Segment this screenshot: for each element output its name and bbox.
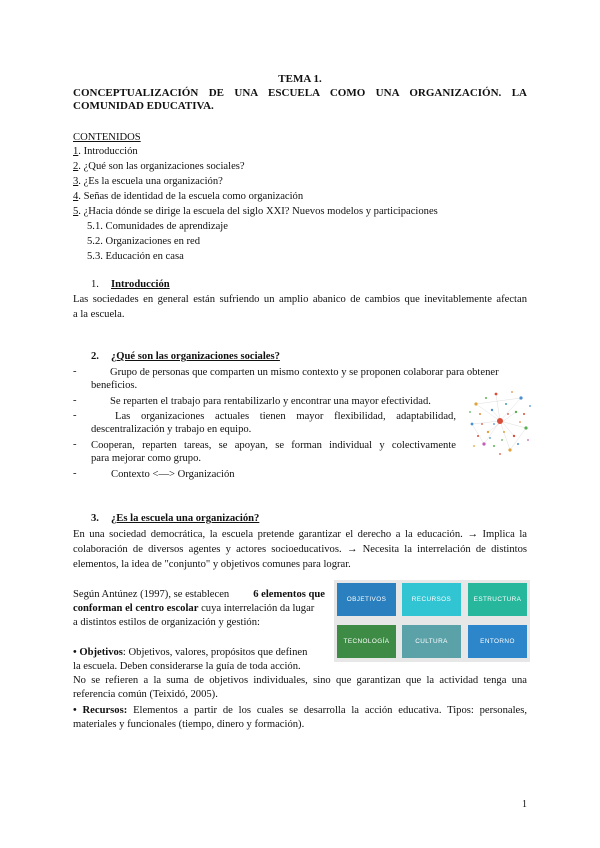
title-line-1: CONCEPTUALIZACIÓN DE UNA ESCUELA COMO UNA ORGANIZACIÓN. LA [73, 87, 527, 99]
objetivos-line-4: referencia común (Teixidó, 2005). [73, 689, 218, 700]
elements-grid [334, 580, 530, 662]
grid-cell-entorno: ENTORNO [468, 625, 527, 658]
contents-item-2: 2. ¿Qué son las organizaciones sociales? [73, 161, 245, 172]
objetivos-line-2: la escuela. Deben considerarse la guía de toda acción. [73, 661, 301, 672]
section-3-paragraph-1-line-1: En una sociedad democrática, la escuela pretende garantizar el derecho a la educación. → Implica la [73, 529, 527, 540]
section-1-heading: 1. Introducción [91, 279, 170, 290]
bullet-dash: - [73, 439, 77, 450]
contents-item-5: 5. ¿Hacia dónde se dirige la escuela del siglo XXI? Nuevos modelos y participaciones [73, 206, 438, 217]
contents-item-1: 1. Introducción [73, 146, 138, 157]
section-3-paragraph-1-line-2: colaboración de diversos agentes y actores socioeducativos. → Necesita la interrelación de distintos [73, 544, 527, 555]
grid-cell-estructura: ESTRUCTURA [468, 583, 527, 616]
section-3-paragraph-1-line-3: elementos, la idea de "conjunto" y objetivos comunes para lograr. [73, 559, 351, 570]
section-1-paragraph-line-1: Las sociedades en general están sufriendo un amplio abanico de cambios que inevitablemente afectan [73, 294, 527, 305]
objetivos-line-1: • Objetivos: Objetivos, valores, propósitos que definen [73, 647, 308, 658]
objetivos-line-3: No se refieren a la suma de objetivos individuales, sino que garantizan que la actividad tenga una [73, 675, 527, 686]
bullet-1: Grupo de personas que comparten un mismo contexto y se proponen colaborar para obtener beneficios. [91, 367, 499, 391]
contents-item-3: 3. ¿Es la escuela una organización? [73, 176, 223, 187]
grid-cell-objetivos: OBJETIVOS [337, 583, 396, 616]
section-1-paragraph-line-2: a la escuela. [73, 309, 125, 320]
title-line-2: COMUNIDAD EDUCATIVA. [73, 100, 214, 112]
section-2-heading: 2. ¿Qué son las organizaciones sociales? [91, 351, 280, 362]
topic-number: TEMA 1. [278, 73, 322, 85]
antunez-line-2: conforman el centro escolar cuya interrelación da lugar [73, 603, 315, 614]
bullet-dash: - [73, 366, 77, 377]
bullet-dash: - [73, 468, 77, 479]
contents-subitem-1: 5.1. Comunidades de aprendizaje [87, 221, 228, 232]
contents-subitem-2: 5.2. Organizaciones en red [87, 236, 201, 247]
bullet-2: Se reparten el trabajo para rentabilizarlo y encontrar una mayor efectividad. [110, 396, 431, 407]
bullet-4: Cooperan, reparten tareas, se apoyan, se forman individual y colectivamente para mejorar como grupo. [91, 440, 456, 464]
antunez-line-3: a distintos estilos de organización y gestión: [73, 617, 260, 628]
antunez-line-1: Según Antúnez (1997), se establecen 6 elementos que [73, 589, 325, 600]
recursos-line-2: materiales y funcionales (tiempo, dinero y formación). [73, 719, 305, 730]
bullet-dash: - [73, 395, 77, 406]
bullet-3: Las organizaciones actuales tienen mayor flexibilidad, adaptabilidad, descentralización y trabajo en equipo. [91, 411, 456, 435]
grid-cell-cultura: CULTURA [402, 625, 461, 658]
recursos-line-1: • Recursos: Elementos a partir de los cuales se desarrolla la acción educativa. Tipos: personales, [73, 705, 528, 716]
section-3-heading: 3. ¿Es la escuela una organización? [91, 513, 260, 524]
contents-heading: CONTENIDOS [73, 132, 141, 143]
bullet-dash: - [73, 410, 77, 421]
grid-cell-tecnologia: TECNOLOGÍA [337, 625, 396, 658]
network-graph-illustration [466, 384, 534, 458]
page-number: 1 [522, 799, 527, 810]
grid-cell-recursos: RECURSOS [402, 583, 461, 616]
bullet-5: Contexto <—> Organización [111, 469, 235, 480]
contents-item-4: 4. Señas de identidad de la escuela como organización [73, 191, 304, 202]
contents-subitem-3: 5.3. Educación en casa [87, 251, 184, 262]
